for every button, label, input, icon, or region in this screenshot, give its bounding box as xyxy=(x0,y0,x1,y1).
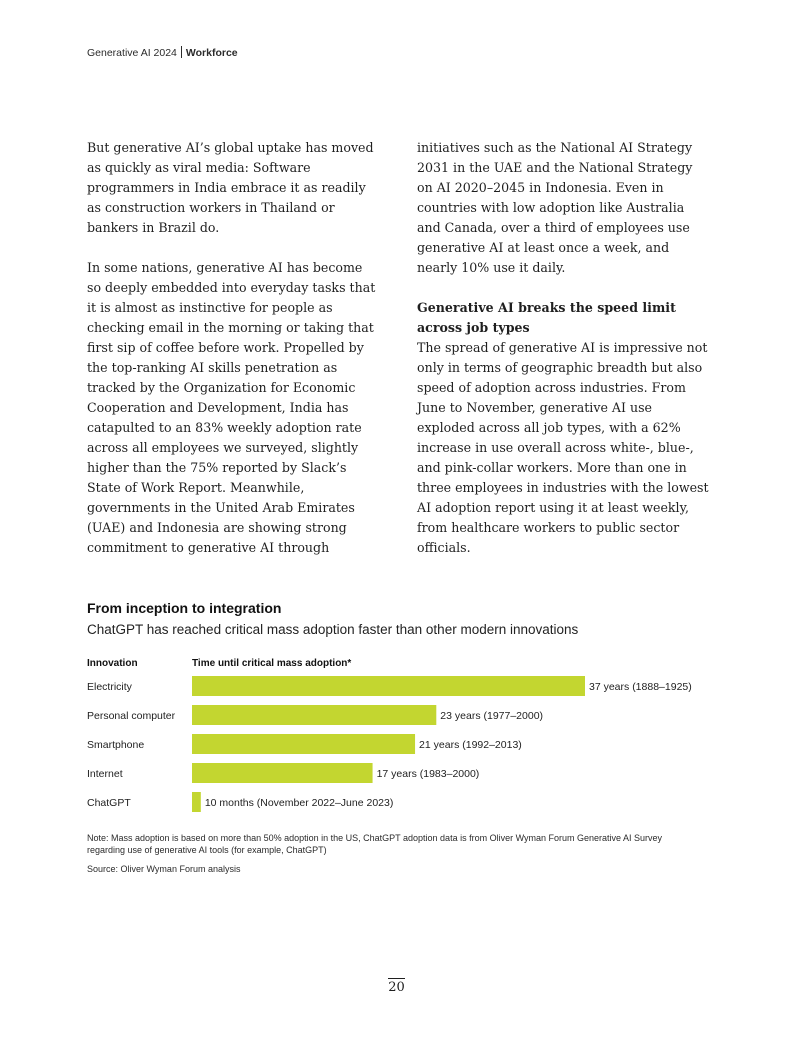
chart-note: Note: Mass adoption is based on more than 50% adoption in the US, ChatGPT adoption data is from Oliver Wyman Forum Generative AI Survey regarding use of generative AI tools (for example, ChatGPT) xyxy=(87,833,663,855)
bar-chatgpt xyxy=(192,792,201,812)
body-paragraph: initiatives such as the National AI Strategy 2031 in the UAE and the National Strategy on AI 2020–2045 in Indonesia. Even in countries with low adoption like Australia and Canada, over a third of employees use generative AI at least once a week, and nearly 10% use it daily. xyxy=(417,140,693,275)
doc-title: Generative AI 2024 xyxy=(87,47,177,59)
value-header: Time until critical mass adoption* xyxy=(192,658,352,669)
category-label: Electricity xyxy=(87,681,132,693)
bar-value-label: 10 months (November 2022–June 2023) xyxy=(204,797,394,809)
bar-smartphone xyxy=(192,734,415,754)
bar-personal-computer xyxy=(192,705,436,725)
section-name: Workforce xyxy=(185,47,238,59)
category-label: Personal computer xyxy=(87,710,176,722)
bar-internet xyxy=(192,763,373,783)
category-label: ChatGPT xyxy=(87,797,131,809)
body-paragraph: In some nations, generative AI has become so deeply embedded into everyday tasks that it is almost as instinctive for people as checking email in the morning or taking that first sip of coffee before work. Propelled by the top-ranking AI skills penetration as tracked by the Organization for Economic Cooperation and Development, India has catapulted to an 83% weekly adoption rate across all employees we surveyed, slightly higher than the 75% reported by Slack’s State of Work Report. Meanwhile, governments in the United Arab Emirates (UAE) and Indonesia are showing strong commitment to generative AI through xyxy=(87,260,376,555)
page-number: 20 xyxy=(388,980,405,995)
section-heading: Generative AI breaks the speed limit across job types xyxy=(417,300,676,335)
bar-value-label: 37 years (1888–1925) xyxy=(589,681,692,693)
bar-electricity xyxy=(192,676,585,696)
body-paragraph: But generative AI’s global uptake has moved as quickly as viral media: Software programmers in India embrace it as readily as construction workers in Thailand or bankers in Brazil do. xyxy=(87,140,374,235)
bar-value-label: 23 years (1977–2000) xyxy=(440,710,544,722)
bar-value-label: 17 years (1983–2000) xyxy=(376,768,480,780)
category-label: Smartphone xyxy=(87,739,145,751)
bar-value-label: 21 years (1992–2013) xyxy=(419,739,522,751)
chart-source: Source: Oliver Wyman Forum analysis xyxy=(87,864,241,874)
chart-title: From inception to integration xyxy=(87,600,282,616)
chart-subtitle: ChatGPT has reached critical mass adoption faster than other modern innovations xyxy=(87,622,579,637)
category-label: Internet xyxy=(87,768,123,780)
body-paragraph: The spread of generative AI is impressive not only in terms of geographic breadth but also speed of adoption across industries. From June to November, generative AI use exploded across all job types, with a 62% increase in use overall across white-, blue-, and pink-collar workers. More than one in three employees in industries with the lowest AI adoption report using it at least weekly, from healthcare workers to public sector officials. xyxy=(417,340,709,555)
category-header: Innovation xyxy=(87,658,138,669)
